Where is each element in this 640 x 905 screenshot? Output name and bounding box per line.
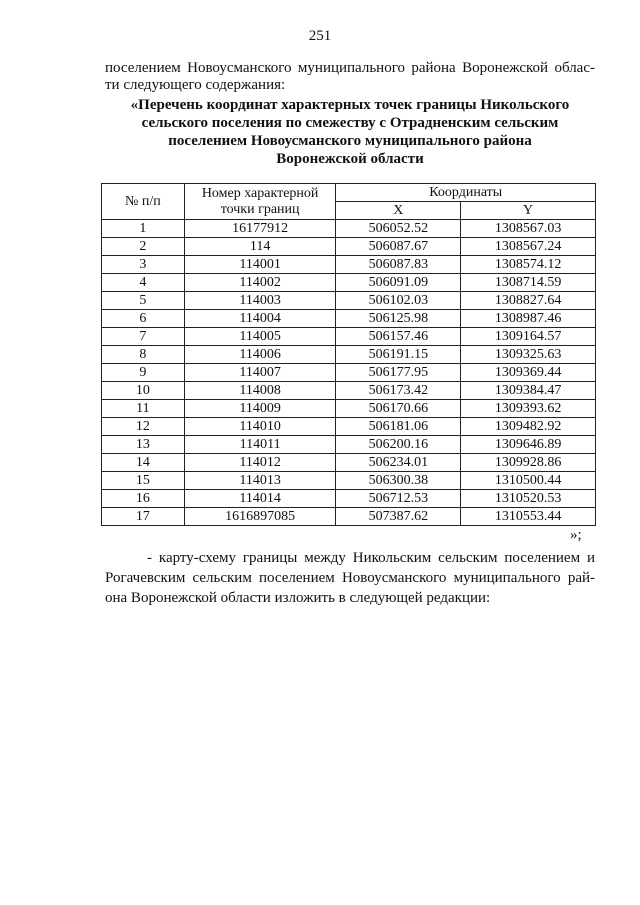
cell-y: 1308714.59: [461, 274, 596, 292]
intro-line: поселением Новоусманского муниципального района Воронежской облас-: [105, 60, 595, 76]
cell-x: 506170.66: [336, 400, 461, 418]
closing-quote: »;: [570, 527, 582, 543]
table-row: [102, 472, 596, 490]
cell-x: 506173.42: [336, 382, 461, 400]
cell-y: 1309369.44: [461, 364, 596, 382]
table-row: [102, 454, 596, 472]
table-row: [102, 436, 596, 454]
heading-line: Воронежской области: [276, 151, 424, 167]
cell-point: 114009: [184, 400, 336, 418]
cell-y: 1309646.89: [461, 436, 596, 454]
cell-y: 1308574.12: [461, 256, 596, 274]
cell-x: 506052.52: [336, 220, 461, 238]
cell-x: 506191.15: [336, 346, 461, 364]
cell-y: 1309384.47: [461, 382, 596, 400]
cell-num: 1: [102, 220, 185, 238]
cell-point: 114013: [184, 472, 336, 490]
cell-x: 506091.09: [336, 274, 461, 292]
cell-x: 506177.95: [336, 364, 461, 382]
cell-point: 114008: [184, 382, 336, 400]
paragraph-line: - карту-схему границы между Никольским сельским поселением и: [147, 550, 595, 566]
table-row: [102, 382, 596, 400]
cell-num: 11: [102, 400, 185, 418]
heading-line: «Перечень координат характерных точек границы Никольского: [130, 97, 570, 113]
cell-num: 17: [102, 508, 185, 526]
cell-y: 1310553.44: [461, 508, 596, 526]
cell-point: 114010: [184, 418, 336, 436]
intro-text: [105, 60, 595, 94]
header-num: № п/п: [102, 184, 185, 220]
paragraph-line: она Воронежской области изложить в следующей редакции:: [105, 590, 491, 606]
cell-y: 1309325.63: [461, 346, 596, 364]
table-row: [102, 274, 596, 292]
cell-y: 1309928.86: [461, 454, 596, 472]
cell-x: 506234.01: [336, 454, 461, 472]
heading-line: поселением Новоусманского муниципального района: [168, 133, 532, 149]
table-row: [102, 238, 596, 256]
cell-x: 506200.16: [336, 436, 461, 454]
cell-point: 114002: [184, 274, 336, 292]
page-number: 251: [308, 28, 332, 44]
cell-point: 1616897085: [184, 508, 336, 526]
intro-line: ти следующего содержания:: [105, 77, 286, 93]
cell-num: 10: [102, 382, 185, 400]
cell-x: 506181.06: [336, 418, 461, 436]
table-row: [102, 220, 596, 238]
table-row: [102, 292, 596, 310]
cell-num: 5: [102, 292, 185, 310]
header-point: Номер характерной точки границ: [184, 184, 336, 220]
cell-x: 506087.67: [336, 238, 461, 256]
table-row: [102, 346, 596, 364]
paragraph-line: Рогачевским сельским поселением Новоусманского муниципального рай-: [105, 570, 595, 586]
cell-x: 506102.03: [336, 292, 461, 310]
table-row: [102, 490, 596, 508]
header-y: Y: [461, 202, 596, 220]
cell-num: 15: [102, 472, 185, 490]
cell-x: 506087.83: [336, 256, 461, 274]
cell-point: 114012: [184, 454, 336, 472]
cell-point: 114003: [184, 292, 336, 310]
cell-point: 114001: [184, 256, 336, 274]
cell-x: 506125.98: [336, 310, 461, 328]
cell-num: 3: [102, 256, 185, 274]
table-row: [102, 508, 596, 526]
cell-point: 114005: [184, 328, 336, 346]
cell-num: 8: [102, 346, 185, 364]
cell-point: 114004: [184, 310, 336, 328]
cell-x: 506712.53: [336, 490, 461, 508]
cell-x: 506157.46: [336, 328, 461, 346]
table-row: [102, 310, 596, 328]
cell-num: 7: [102, 328, 185, 346]
cell-num: 2: [102, 238, 185, 256]
cell-y: 1310500.44: [461, 472, 596, 490]
cell-num: 9: [102, 364, 185, 382]
cell-y: 1308827.64: [461, 292, 596, 310]
cell-num: 14: [102, 454, 185, 472]
cell-x: 506300.38: [336, 472, 461, 490]
cell-y: 1308567.24: [461, 238, 596, 256]
cell-x: 507387.62: [336, 508, 461, 526]
cell-num: 16: [102, 490, 185, 508]
heading-line: сельского поселения по смежеству с Отрадненским сельским: [141, 115, 559, 131]
cell-y: 1309393.62: [461, 400, 596, 418]
table-row: [102, 418, 596, 436]
header-x: X: [336, 202, 461, 220]
table-row: [102, 256, 596, 274]
cell-y: 1309164.57: [461, 328, 596, 346]
cell-num: 12: [102, 418, 185, 436]
table-row: [102, 400, 596, 418]
cell-y: 1310520.53: [461, 490, 596, 508]
cell-point: 114007: [184, 364, 336, 382]
cell-y: 1309482.92: [461, 418, 596, 436]
cell-point: 114: [184, 238, 336, 256]
cell-point: 16177912: [184, 220, 336, 238]
cell-y: 1308987.46: [461, 310, 596, 328]
cell-point: 114006: [184, 346, 336, 364]
table-row: [102, 328, 596, 346]
cell-point: 114011: [184, 436, 336, 454]
header-coords: Координаты: [336, 184, 596, 202]
coordinates-table: [101, 183, 596, 526]
cell-num: 13: [102, 436, 185, 454]
cell-point: 114014: [184, 490, 336, 508]
cell-num: 6: [102, 310, 185, 328]
cell-num: 4: [102, 274, 185, 292]
table-row: [102, 364, 596, 382]
paragraph: [105, 548, 595, 608]
cell-y: 1308567.03: [461, 220, 596, 238]
table-body: [102, 220, 596, 526]
list-heading: [105, 96, 595, 168]
